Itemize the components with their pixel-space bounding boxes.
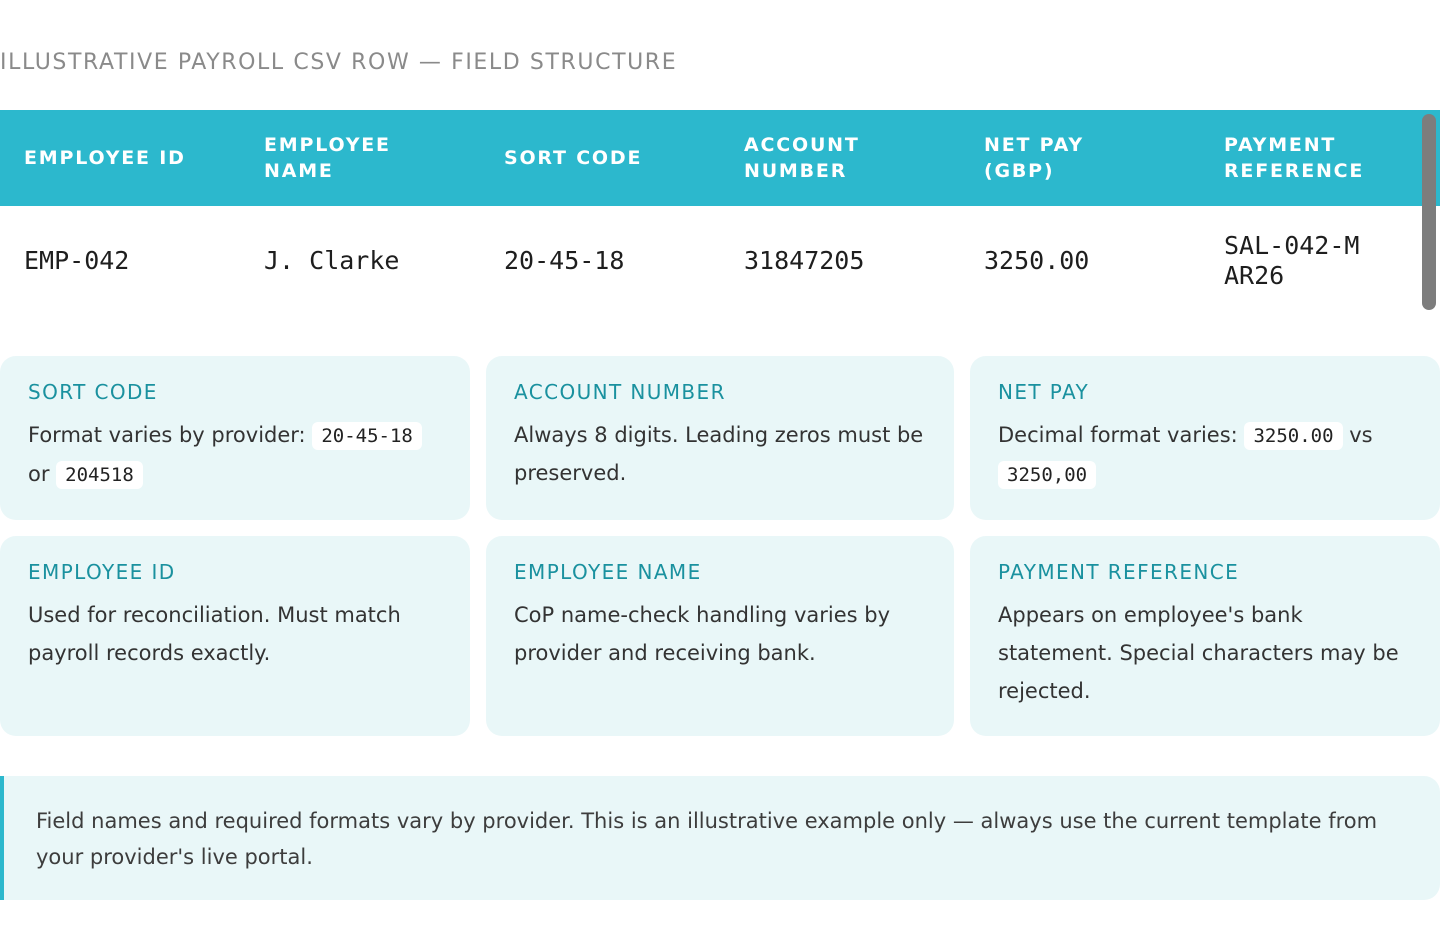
card-description: Decimal format varies: 3250.00 vs 3250,00: [998, 416, 1412, 494]
header-net-pay: NET PAY (GBP): [960, 110, 1200, 206]
cell-payment-reference: SAL-042-MAR26: [1200, 206, 1440, 315]
card-description: Format varies by provider: 20-45-18 or 204518: [28, 416, 442, 494]
card-description: Used for reconciliation. Must match payroll records exactly.: [28, 603, 401, 665]
table-scrollbar[interactable]: [1422, 114, 1436, 310]
code-sample: 204518: [56, 461, 143, 489]
card-title: EMPLOYEE NAME: [514, 560, 702, 584]
code-sample: 3250.00: [1244, 422, 1342, 450]
csv-table-container[interactable]: [0, 110, 1440, 315]
card-description: Always 8 digits. Leading zeros must be preserved.: [514, 423, 924, 485]
card-description: CoP name-check handling varies by provider and receiving bank.: [514, 603, 891, 665]
card-description: Appears on employee's bank statement. Special characters may be rejected.: [998, 603, 1399, 703]
header-payment-reference: PAYMENT REFERENCE: [1200, 110, 1440, 206]
table-row: [0, 206, 1440, 315]
table-header-row: [0, 110, 1440, 206]
cell-account-number: 31847205: [720, 206, 960, 315]
section-title: ILLUSTRATIVE PAYROLL CSV ROW — FIELD STRUCTURE: [0, 50, 678, 75]
card-title: SORT CODE: [28, 380, 158, 404]
card-title: EMPLOYEE ID: [28, 560, 176, 584]
card-employee-id: [0, 536, 470, 736]
code-sample: 3250,00: [998, 461, 1096, 489]
header-account-number: ACCOUNT NUMBER: [720, 110, 960, 206]
disclaimer-note: Field names and required formats vary by provider. This is an illustrative example only — always use the current template from your provider's live portal.: [0, 776, 1440, 900]
card-account-number: [486, 356, 954, 520]
header-employee-id: EMPLOYEE ID: [0, 110, 240, 206]
card-title: NET PAY: [998, 380, 1090, 404]
header-employee-name: EMPLOYEE NAME: [240, 110, 480, 206]
card-sort-code: [0, 356, 470, 520]
cell-net-pay: 3250.00: [960, 206, 1200, 315]
cell-employee-id: EMP-042: [0, 206, 240, 315]
code-sample: 20-45-18: [312, 422, 422, 450]
cell-sort-code: 20-45-18: [480, 206, 720, 315]
csv-table: [0, 110, 1440, 315]
header-sort-code: SORT CODE: [480, 110, 720, 206]
card-net-pay: [970, 356, 1440, 520]
cell-employee-name: J. Clarke: [240, 206, 480, 315]
card-title: PAYMENT REFERENCE: [998, 560, 1240, 584]
card-title: ACCOUNT NUMBER: [514, 380, 726, 404]
card-payment-reference: [970, 536, 1440, 736]
field-cards-grid: [0, 356, 1440, 736]
card-employee-name: [486, 536, 954, 736]
